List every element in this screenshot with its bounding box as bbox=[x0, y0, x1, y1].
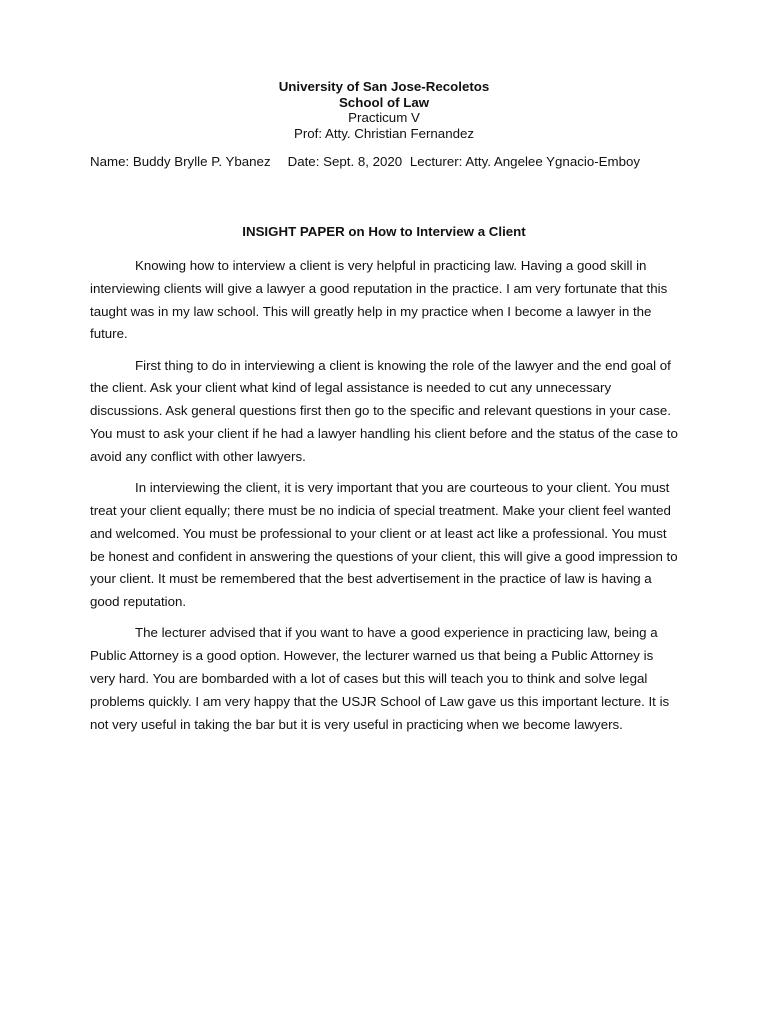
paragraph: First thing to do in interviewing a client is knowing the role of the lawyer and the end goal of the client. Ask your client what kind of legal assistance is needed to cut any unnecessary discussions. Ask general questions first then go to the specific and relevant questions in your case. You must to ask your client if he had a lawyer handling his client before and the status of the case to avoid any conflict with other lawyers. bbox=[90, 357, 678, 464]
paragraph: In interviewing the client, it is very important that you are courteous to your client. You must treat your client equally; there must be no indicia of special treatment. Make your client feel wanted and welcomed. You must be professional to your client or at least act like a professional. You must be honest and confident in answering the questions of your client, this will give a good impression to your client. It must be remembered that the best advertisement in the practice of law is having a good reputation. bbox=[90, 480, 678, 610]
school-name: School of Law bbox=[338, 94, 430, 110]
paragraph: Knowing how to interview a client is very helpful in practicing law. Having a good skill in interviewing clients will give a lawyer a good reputation in the practice. I am very fortunate that this taught was in my law school. This will greatly help in my practice when I become a lawyer in the future. bbox=[90, 258, 668, 342]
document-header bbox=[0, 79, 768, 141]
paragraph: The lecturer advised that if you want to have a good experience in practicing law, being a Public Attorney is a good option. However, the lecturer warned us that being a Public Attorney is very hard. You are bombarded with a lot of cases but this will teach you to think and solve legal problems quickly. I am very happy that the USJR School of Law gave us this important lecture. It is not very useful in taking the bar but it is very useful in practicing when we become lawyers. bbox=[90, 625, 670, 732]
course-name: Practicum V bbox=[348, 110, 420, 125]
professor-name: Prof: Atty. Christian Fernandez bbox=[293, 125, 475, 141]
university-name: University of San Jose-Recoletos bbox=[278, 79, 490, 94]
paper-title: INSIGHT PAPER on How to Interview a Client bbox=[242, 224, 526, 239]
student-info-line bbox=[90, 154, 680, 170]
student-name: Name: Buddy Brylle P. Ybanez bbox=[90, 154, 271, 169]
submission-date: Date: Sept. 8, 2020 bbox=[287, 154, 403, 169]
paper-body bbox=[90, 255, 678, 745]
lecturer-name: Lecturer: Atty. Angelee Ygnacio-Emboy bbox=[409, 154, 641, 169]
